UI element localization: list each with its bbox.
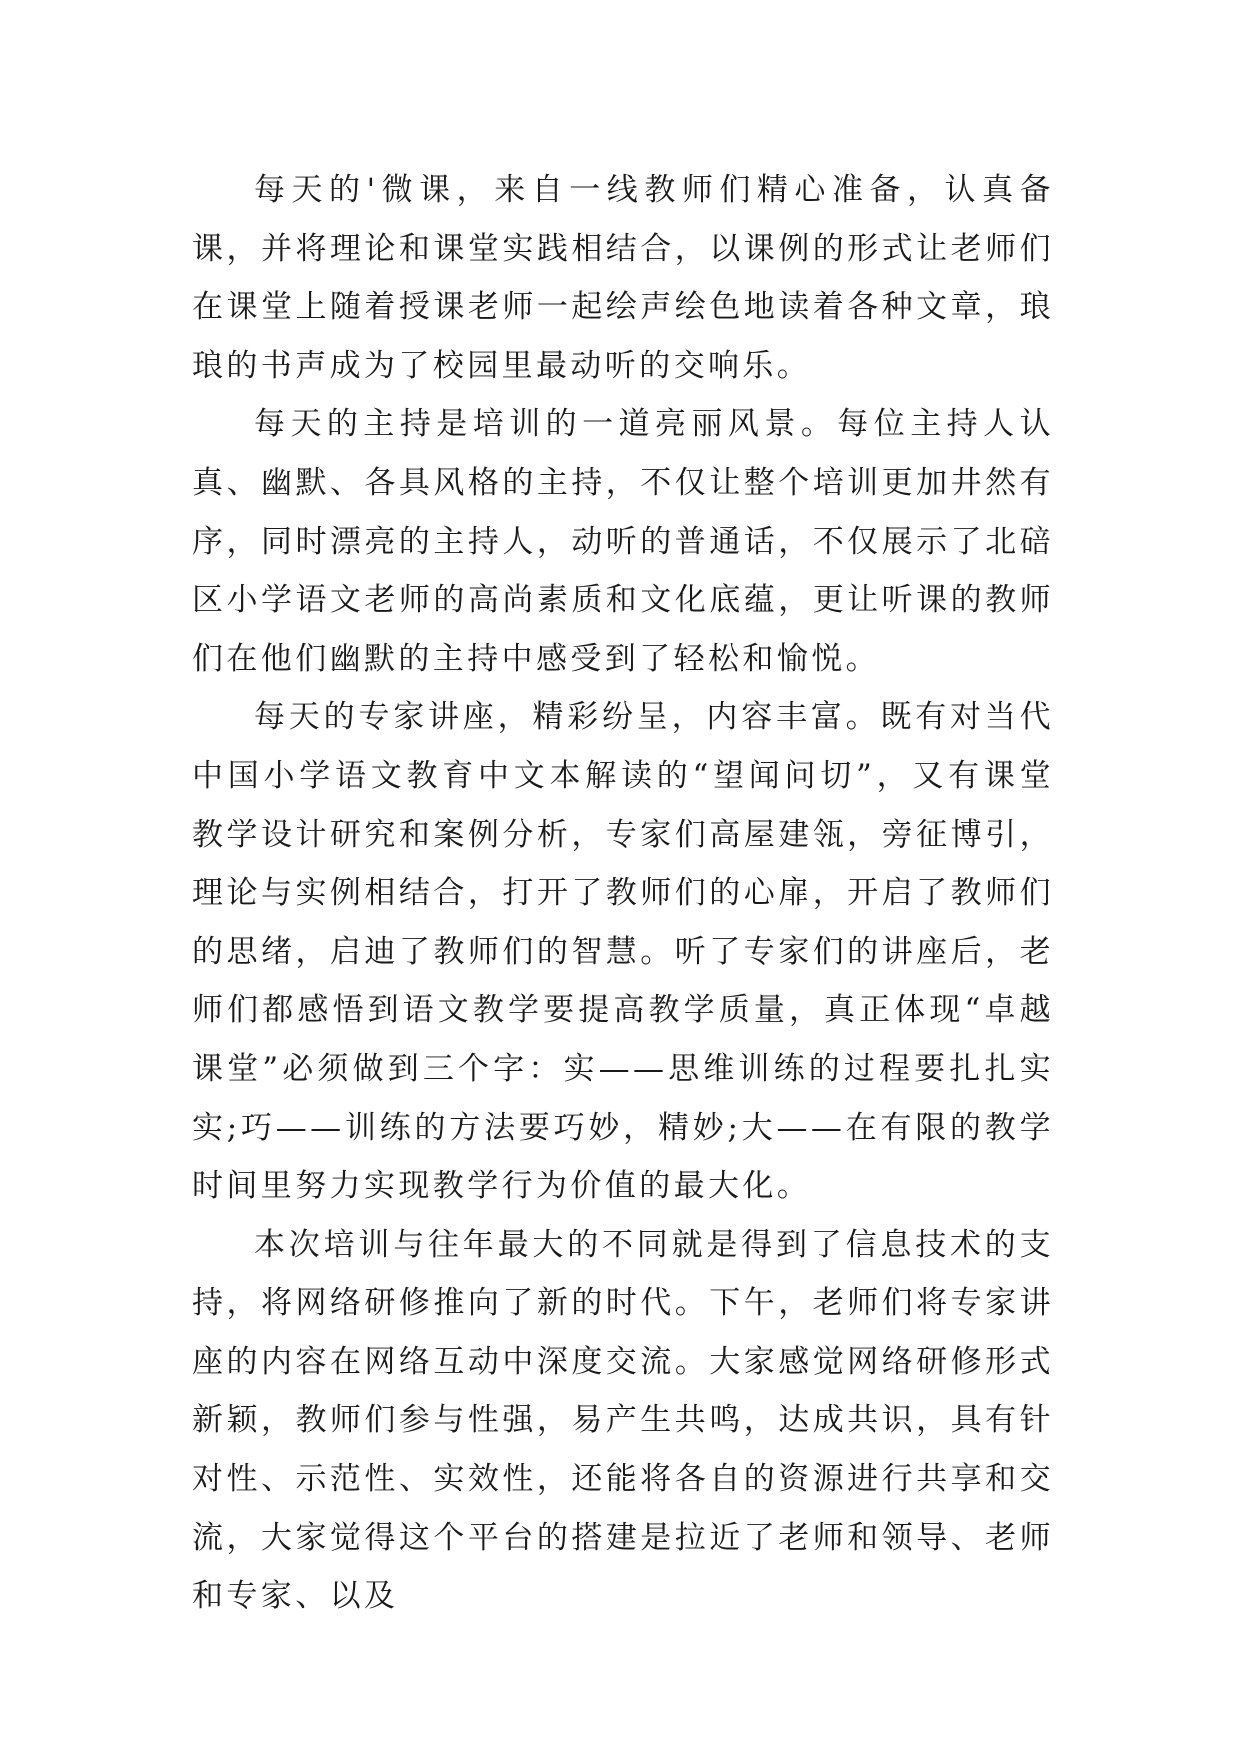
paragraph-hosting: 每天的主持是培训的一道亮丽风景。每位主持人认真、幽默、各具风格的主持，不仅让整个培训更加井然有序，同时漂亮的主持人，动听的普通话，不仅展示了北碚区小学语文老师的高尚素质和文化底蕴，更让听课的教师们在他们幽默的主持中感受到了轻松和愉悦。 xyxy=(192,406,1054,677)
document-body xyxy=(192,161,1054,1626)
paragraph-online-training: 本次培训与往年最大的不同就是得到了信息技术的支持，将网络研修推向了新的时代。下午，老师们将专家讲座的内容在网络互动中深度交流。大家感觉网络研修形式新颖，教师们参与性强，易产生共鸣，达成共识，具有针对性、示范性、实效性，还能将各自的资源进行共享和交流，大家觉得这个平台的搭建是拉近了老师和领导、老师和专家、以及 xyxy=(192,1226,1054,1615)
paragraph-expert-lectures: 每天的专家讲座，精彩纷呈，内容丰富。既有对当代中国小学语文教育中文本解读的“望闻问切”，又有课堂教学设计研究和案例分析，专家们高屋建瓴，旁征博引，理论与实例相结合，打开了教师们的心扉，开启了教师们的思绪，启迪了教师们的智慧。听了专家们的讲座后，老师们都感悟到语文教学要提高教学质量，真正体现“卓越课堂”必须做到三个字：实——思维训练的过程要扎扎实实;巧——训练的方法要巧妙，精妙;大——在有限的教学时间里努力实现教学行为价值的最大化。 xyxy=(192,699,1054,1205)
paragraph-micro-lessons: 每天的'微课，来自一线教师们精心准备，认真备课，并将理论和课堂实践相结合，以课例的形式让老师们在课堂上随着授课老师一起绘声绘色地读着各种文章，琅琅的书声成为了校园里最动听的交响乐。 xyxy=(192,172,1054,384)
